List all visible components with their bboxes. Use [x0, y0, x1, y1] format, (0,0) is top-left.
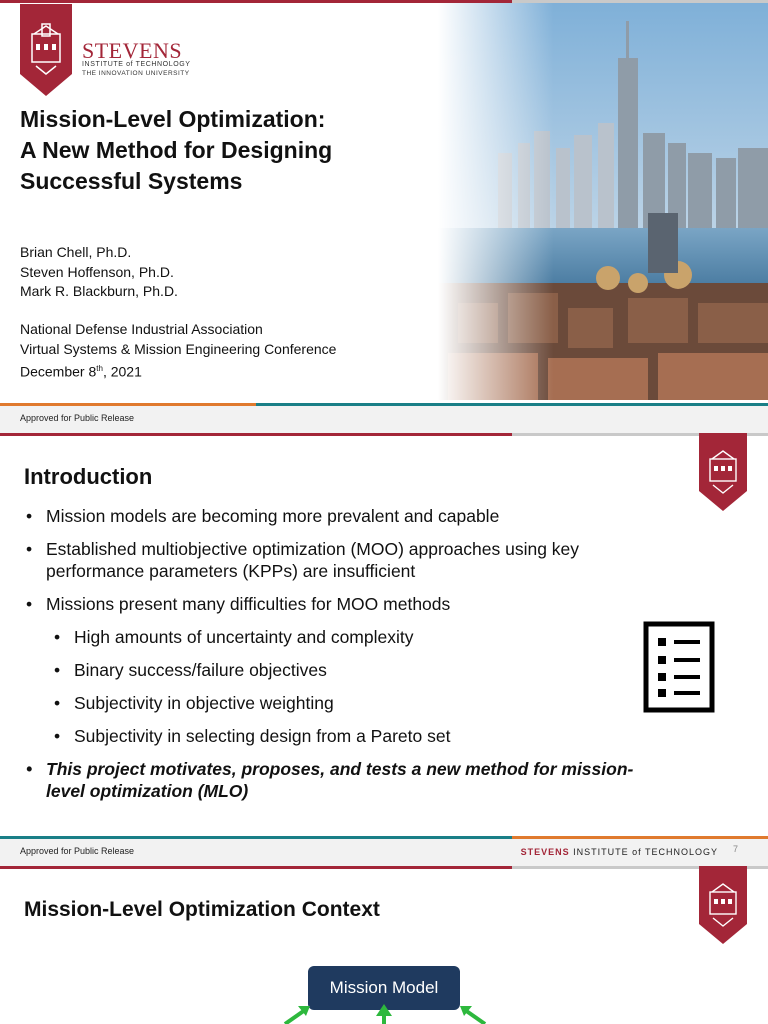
venue-block [20, 320, 336, 382]
sub-bullet-item: • Subjectivity in selecting design from a Pareto set [24, 725, 664, 747]
logo-tagline: THE INNOVATION UNIVERSITY [82, 70, 190, 77]
release-notice: Approved for Public Release [20, 413, 135, 423]
presentation-title: Mission-Level Optimization: A New Method for Designing Successful Systems [20, 106, 333, 194]
green-arrows [270, 1004, 500, 1024]
stevens-shield-logo [699, 433, 747, 511]
checklist-icon [643, 621, 715, 713]
bullet-item: • Missions present many difficulties for MOO methods [24, 593, 664, 615]
introduction-slide [0, 433, 768, 866]
emphasis-bullet-item: • This project motivates, proposes, and tests a new method for mission-level optimization (MLO) [24, 758, 664, 802]
sub-bullet-item: • Binary success/failure objectives [24, 659, 664, 681]
slide-title: Introduction [24, 464, 153, 489]
slide-top-bar [0, 433, 768, 436]
venue-date: December 8th, 2021 [20, 363, 142, 380]
nyc-skyline-photo [438, 3, 768, 400]
slide-title: Mission-Level Optimization Context [24, 898, 380, 921]
page-number: 7 [732, 844, 738, 854]
release-notice: Approved for Public Release [20, 846, 135, 856]
author: Brian Chell, Ph.D. [20, 244, 132, 260]
slide-top-bar [0, 866, 768, 869]
logo-subtitle: INSTITUTE of TECHNOLOGY [82, 61, 191, 68]
author: Steven Hoffenson, Ph.D. [20, 263, 174, 280]
slide-footer [0, 836, 768, 866]
bullet-item: • Established multiobjective optimization (MOO) approaches using key performance parameters (KPPs) are insufficient [24, 538, 664, 582]
slide-footer [0, 403, 768, 433]
context-slide [0, 866, 768, 1024]
stevens-shield-logo [20, 4, 72, 96]
author: Mark R. Blackburn, Ph.D. [20, 283, 178, 299]
footer-brand: STEVENS INSTITUTE of TECHNOLOGY [520, 847, 718, 857]
mission-model-box: Mission Model [308, 966, 460, 1010]
stevens-shield-logo [699, 866, 747, 944]
title-slide [0, 0, 768, 433]
sub-bullet-item: • Subjectivity in objective weighting [24, 692, 664, 714]
sub-bullet-item: • High amounts of uncertainty and complexity [24, 626, 664, 648]
logo-wordmark: STEVENS [82, 38, 183, 63]
venue-conference: Virtual Systems & Mission Engineering Conference [20, 340, 337, 357]
venue-org: National Defense Industrial Association [20, 321, 263, 337]
author-list [20, 243, 178, 302]
bullet-list [24, 505, 664, 813]
bullet-item: • Mission models are becoming more prevalent and capable [24, 505, 664, 527]
